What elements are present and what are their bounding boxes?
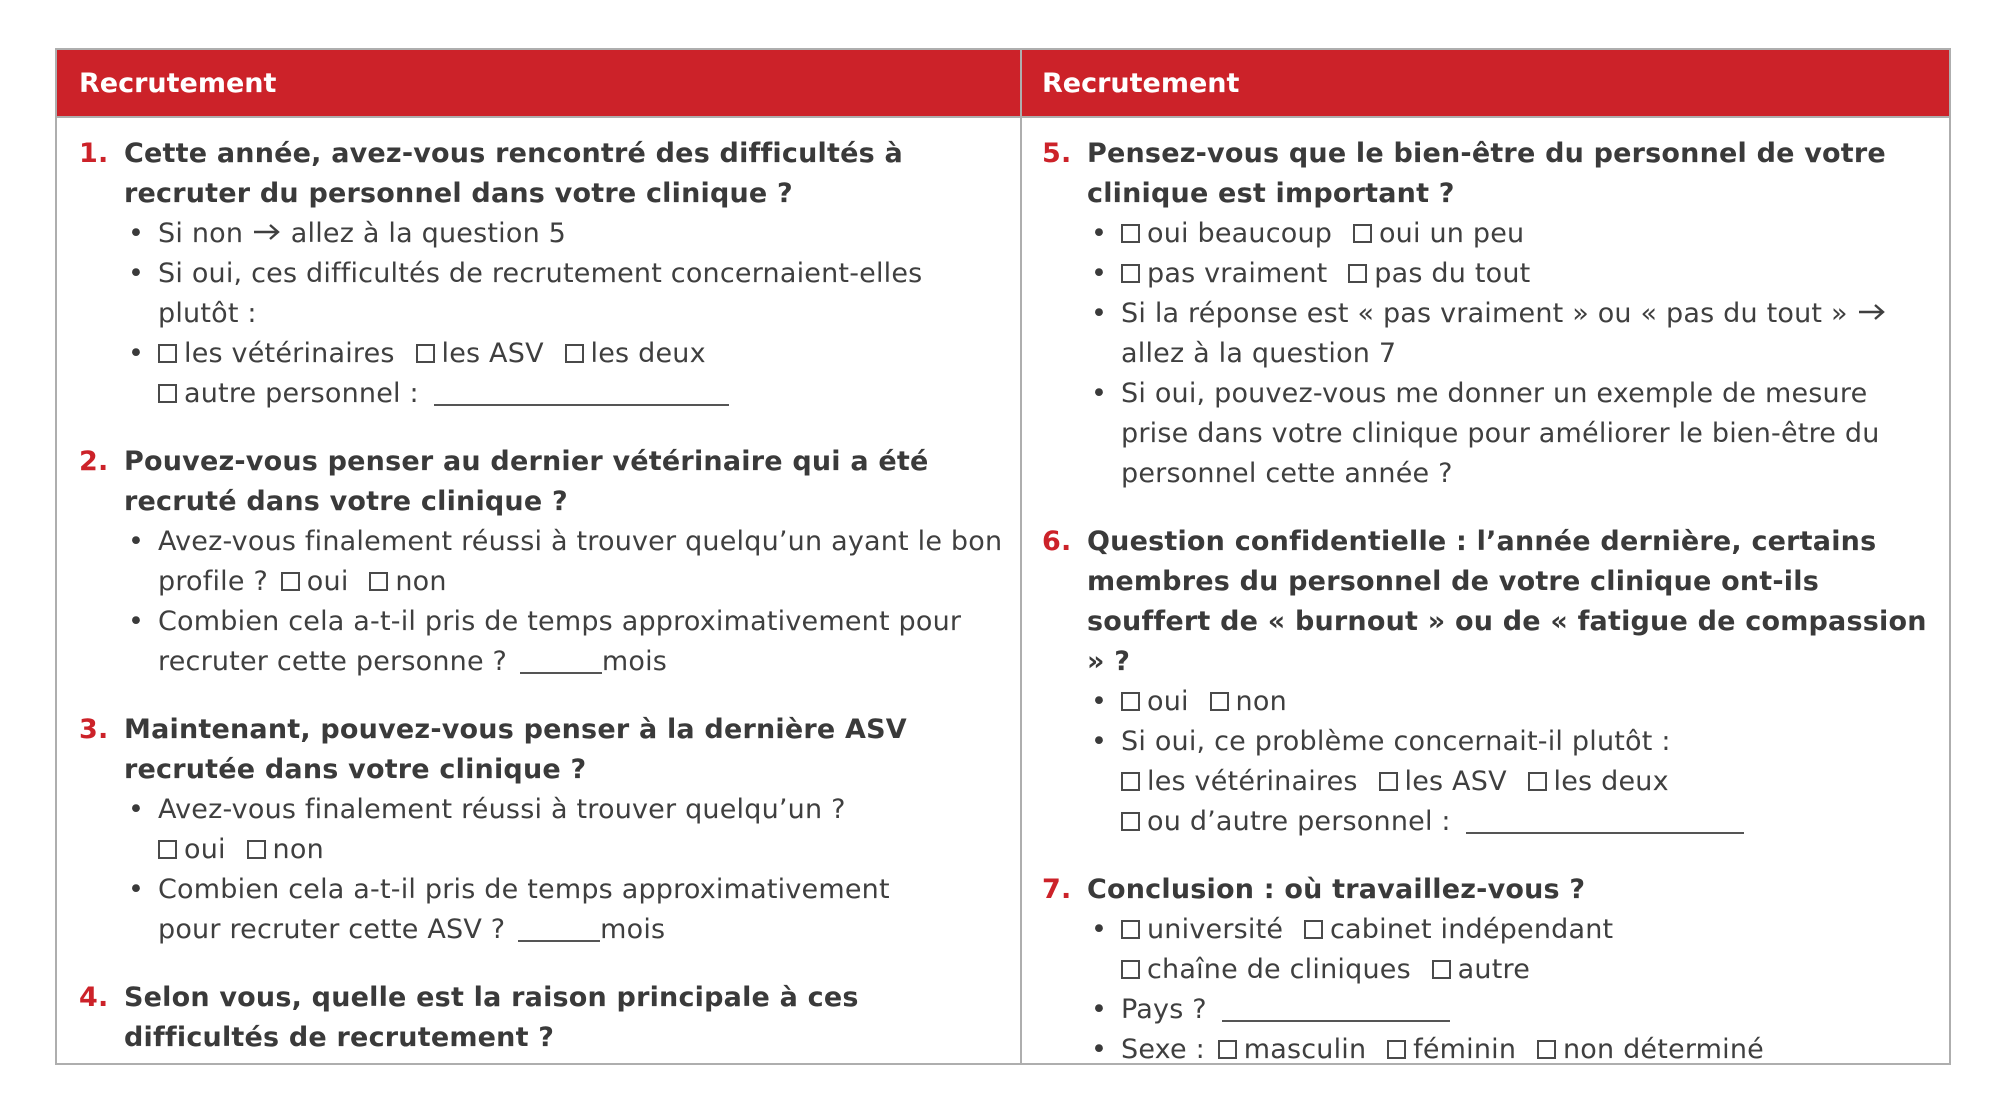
duration-field[interactable]: [518, 916, 600, 942]
right-header: Recrutement: [1022, 50, 1949, 118]
list-item: • les vétérinaires les ASV les deux: [124, 334, 1004, 374]
checkbox-cabinet-independant[interactable]: [1304, 920, 1323, 939]
checkbox-universite[interactable]: [1121, 920, 1140, 939]
list-item: • oui non: [1087, 682, 1933, 722]
question-5: [1042, 134, 1933, 214]
checkbox-oui[interactable]: [1121, 692, 1140, 711]
list-item: • Avez-vous finalement réussi à trouver quelqu’un ?: [124, 790, 1004, 830]
checkbox-autre[interactable]: [1432, 960, 1451, 979]
checkbox-les-deux[interactable]: [565, 344, 584, 363]
list-item: • pas vraiment pas du tout: [1087, 254, 1933, 294]
question-number: 6.: [1042, 526, 1072, 557]
list-item: • Si non allez à la question 5: [124, 214, 1004, 254]
checkbox-asv[interactable]: [1379, 772, 1398, 791]
checkbox-non-determine[interactable]: [1537, 1040, 1556, 1059]
checkbox-veterinaires[interactable]: [1121, 772, 1140, 791]
list-item: • université cabinet indépendant: [1087, 910, 1933, 950]
question-7: [1042, 870, 1933, 910]
checkbox-oui[interactable]: [158, 840, 177, 859]
list-item: • Combien cela a-t-il pris de temps approximativement: [124, 870, 1004, 910]
question-text: Cette année, avez-vous rencontré des difficultés à recruter du personnel dans votre clinique ?: [124, 138, 903, 209]
pays-field[interactable]: [1222, 996, 1450, 1022]
autre-personnel-field[interactable]: [1466, 808, 1744, 834]
question-text: Maintenant, pouvez-vous penser à la dernière ASV recrutée dans votre clinique ?: [124, 714, 907, 785]
checkbox-les-deux[interactable]: [1528, 772, 1547, 791]
checkbox-autre-personnel[interactable]: [158, 384, 177, 403]
checkbox-masculin[interactable]: [1218, 1040, 1237, 1059]
checkbox-asv[interactable]: [416, 344, 435, 363]
list-item: autre personnel :: [124, 374, 1004, 414]
arrow-right-icon: [1857, 294, 1887, 334]
checkbox-chaine-de-cliniques[interactable]: [1121, 960, 1140, 979]
question-6: [1042, 522, 1933, 682]
left-header: Recrutement: [57, 50, 1020, 118]
checkbox-non[interactable]: [247, 840, 266, 859]
question-number: 7.: [1042, 874, 1072, 905]
list-item: oui non: [124, 830, 1004, 870]
list-item: ou d’autre personnel :: [1087, 802, 1933, 842]
question-text: Conclusion : où travaillez-vous ?: [1087, 874, 1586, 905]
checkbox-non[interactable]: [369, 572, 388, 591]
checkbox-non[interactable]: [1210, 692, 1229, 711]
checkbox-pas-vraiment[interactable]: [1121, 264, 1140, 283]
question-text: Pensez-vous que le bien-être du personnel de votre clinique est important ?: [1087, 138, 1886, 209]
list-item: • Si la réponse est « pas vraiment » ou « pas du tout » allez à la question 7: [1087, 294, 1933, 374]
question-3: [79, 710, 1004, 790]
autre-personnel-field[interactable]: [434, 380, 729, 406]
list-item: • Si oui, ces difficultés de recrutement concernaient-elles plutôt :: [124, 254, 1004, 334]
question-number: 5.: [1042, 138, 1072, 169]
question-2: [79, 442, 1004, 522]
checkbox-oui[interactable]: [281, 572, 300, 591]
question-number: 1.: [79, 138, 109, 169]
list-item: chaîne de cliniques autre: [1087, 950, 1933, 990]
left-column: [57, 50, 1022, 1063]
list-item: • Sexe : masculin féminin non déterminé: [1087, 1030, 1933, 1070]
question-4: [79, 978, 1004, 1058]
list-item: • Avez-vous finalement réussi à trouver quelqu’un ayant le bon profile ? oui non: [124, 522, 1004, 602]
question-number: 3.: [79, 714, 109, 745]
questionnaire-table: [55, 48, 1951, 1065]
checkbox-oui-beaucoup[interactable]: [1121, 224, 1140, 243]
question-text: Selon vous, quelle est la raison principale à ces difficultés de recrutement ?: [124, 982, 859, 1053]
question-number: 2.: [79, 446, 109, 477]
checkbox-feminin[interactable]: [1387, 1040, 1406, 1059]
right-column: [1022, 50, 1949, 1063]
arrow-right-icon: [252, 214, 282, 254]
list-item: pour recruter cette ASV ? mois: [158, 914, 666, 945]
list-item: • Si oui, pouvez-vous me donner un exemple de mesure prise dans votre clinique pour améliorer le bien-être du personnel cette année ?: [1087, 374, 1933, 494]
checkbox-oui-un-peu[interactable]: [1353, 224, 1372, 243]
question-text: Pouvez-vous penser au dernier vétérinaire qui a été recruté dans votre clinique ?: [124, 446, 929, 517]
question-number: 4.: [79, 982, 109, 1013]
list-item: • Combien cela a-t-il pris de temps approximativement pour recruter cette personne ? mois: [124, 602, 1004, 682]
question-text: Question confidentielle : l’année dernière, certains membres du personnel de votre clinique ont-ils souffert de « burnout » ou de « fatigue de compassion » ?: [1087, 526, 1927, 677]
list-item: • Si oui, ce problème concernait-il plutôt :: [1087, 722, 1933, 762]
checkbox-veterinaires[interactable]: [158, 344, 177, 363]
checkbox-pas-du-tout[interactable]: [1348, 264, 1367, 283]
list-item: • Pays ?: [1087, 990, 1933, 1030]
checkbox-autre-personnel[interactable]: [1121, 812, 1140, 831]
list-item: • oui beaucoup oui un peu: [1087, 214, 1933, 254]
question-1: [79, 134, 1004, 214]
duration-field[interactable]: [520, 648, 602, 674]
list-item: les vétérinaires les ASV les deux: [1087, 762, 1933, 802]
